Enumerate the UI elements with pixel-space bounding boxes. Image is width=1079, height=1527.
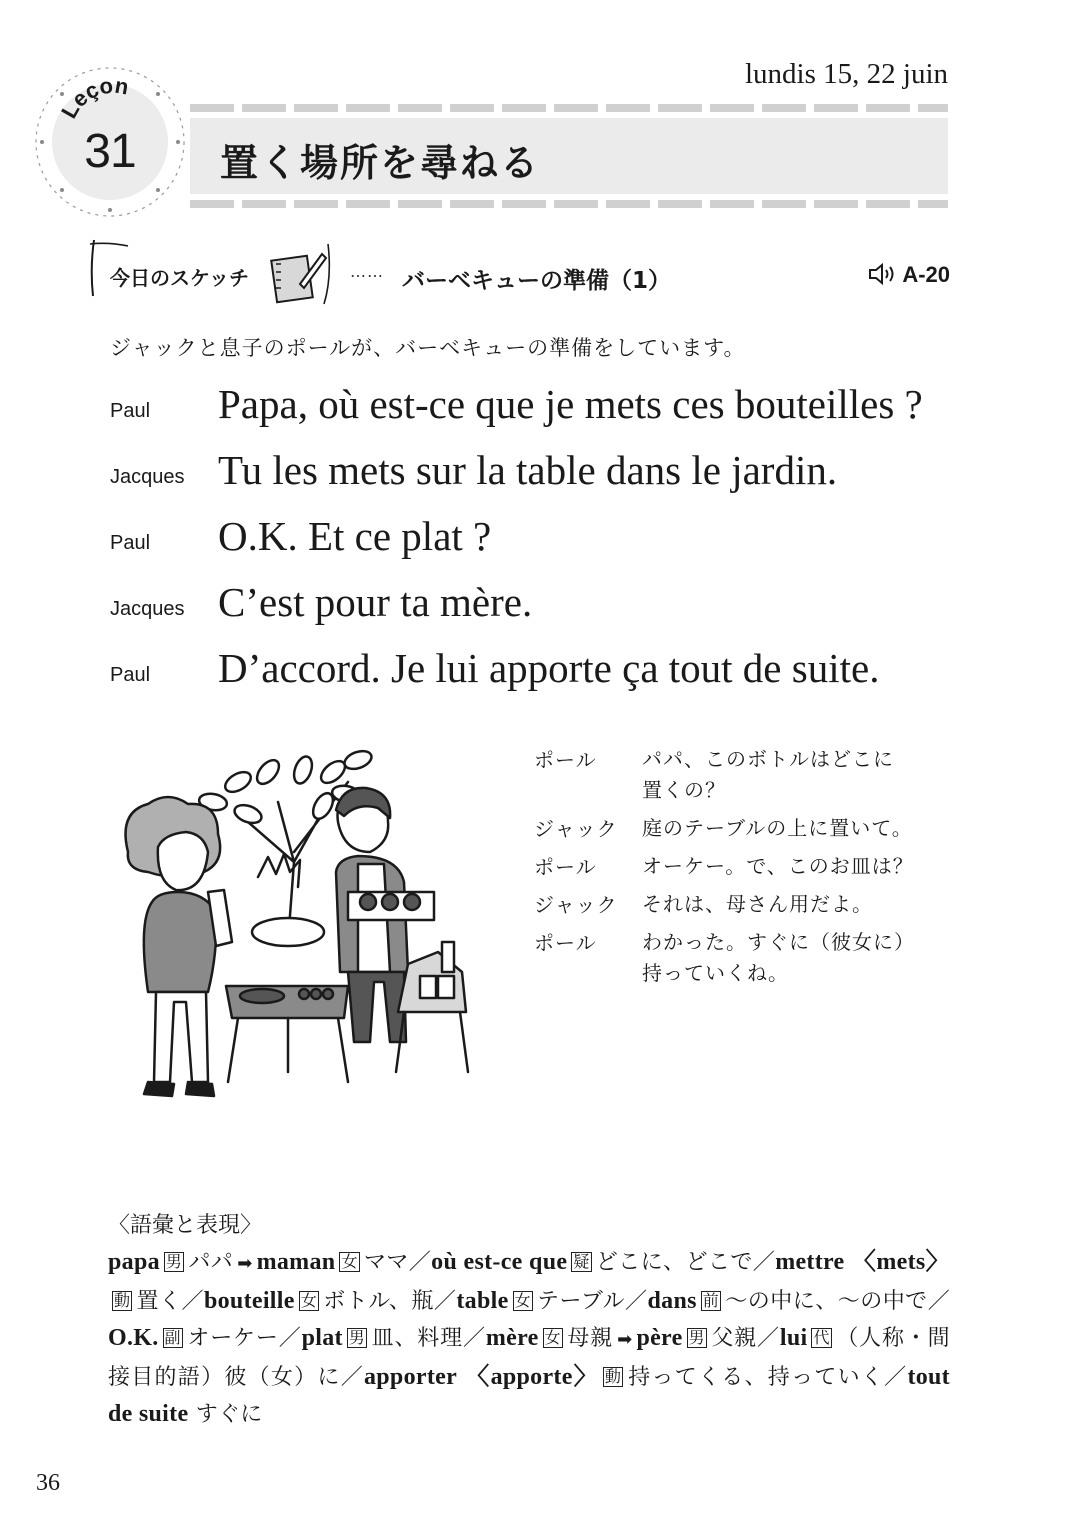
sketch-header — [88, 238, 950, 308]
dialogue-line — [110, 578, 960, 644]
speaker-name: Jacques — [110, 466, 185, 488]
translation-text: パパ、このボトルはどこに — [642, 747, 894, 771]
translation-line — [534, 813, 954, 844]
speaker-name: ポール — [534, 855, 597, 879]
vocab-list: papa 男 パパ ➡ maman 女 ママ／où est-ce que 疑 どこに、どこで／mettre 〈mets〉動 置く／bouteille 女 ボトル、瓶／table 女 テーブル／dans 前 〜の中に、〜の中で／O.K. 副 オーケー／plat 男 皿、料理／mère 女 母親 ➡ père 男 父親／lui 代 （人称・間接目的語）彼（女）に／apporter 〈apporte〉 動 持ってくる、持っていく／tout de suite すぐに — [108, 1249, 950, 1427]
speaker-name: Paul — [110, 532, 151, 554]
french-line: C’est pour ta mère. — [218, 579, 533, 625]
sketch-title: バーベキューの準備（1） — [402, 268, 672, 294]
dialogue-line — [110, 644, 960, 710]
speaker-name: ポール — [534, 931, 597, 955]
lesson-badge — [30, 62, 190, 222]
translation-line — [534, 927, 954, 989]
sketch-label: 今日のスケッチ — [110, 266, 249, 290]
dialogue — [110, 380, 960, 710]
speaker-icon — [868, 262, 898, 286]
intro-text: ジャックと息子のポールが、バーベキューの準備をしています。 — [110, 336, 746, 360]
translation-text: オーケー。で、このお皿は？ — [642, 854, 914, 878]
lesson-number: 31 — [84, 125, 136, 178]
translation-text: 持っていくね。 — [642, 961, 789, 985]
translation-text: 置くの？ — [642, 778, 726, 802]
audio-track[interactable] — [868, 262, 950, 288]
translation-line — [534, 889, 954, 920]
vocab-heading: 〈語彙と表現〉 — [108, 1213, 263, 1238]
french-line: D’accord. Je lui apporte ça tout de suite. — [218, 645, 880, 691]
speaker-name: Paul — [110, 664, 151, 686]
barbecue-illustration — [108, 742, 488, 1114]
title-band — [190, 104, 948, 208]
page-number: 36 — [36, 1470, 60, 1496]
speaker-name: ジャック — [534, 817, 618, 841]
speaker-name: Jacques — [110, 598, 185, 620]
svg-text:Leçon: Leçon — [56, 72, 131, 123]
dialogue-line — [110, 446, 960, 512]
translation-line — [534, 744, 954, 806]
speaker-name: ポール — [534, 748, 597, 772]
speaker-name: ジャック — [534, 893, 618, 917]
notebook-pencil-icon — [268, 248, 328, 304]
date-line: lundis 15, 22 juin — [744, 58, 948, 90]
dialogue-line — [110, 380, 960, 446]
translation-text: わかった。すぐに（彼女に） — [642, 930, 915, 954]
translation-text: 庭のテーブルの上に置いて。 — [642, 816, 913, 840]
page-title: 置く場所を尋ねる — [220, 141, 541, 185]
french-line: O.K. Et ce plat ? — [218, 513, 492, 559]
french-line: Tu les mets sur la table dans le jardin. — [218, 447, 838, 493]
audio-track-label: A-20 — [902, 262, 950, 287]
dialogue-line — [110, 512, 960, 578]
sketch-dots: …… — [350, 262, 384, 281]
speaker-name: Paul — [110, 400, 151, 422]
translation — [534, 744, 954, 996]
french-line: Papa, où est-ce que je mets ces bouteilles ? — [218, 381, 923, 427]
translation-text: それは、母さん用だよ。 — [642, 892, 873, 916]
translation-line — [534, 851, 954, 882]
